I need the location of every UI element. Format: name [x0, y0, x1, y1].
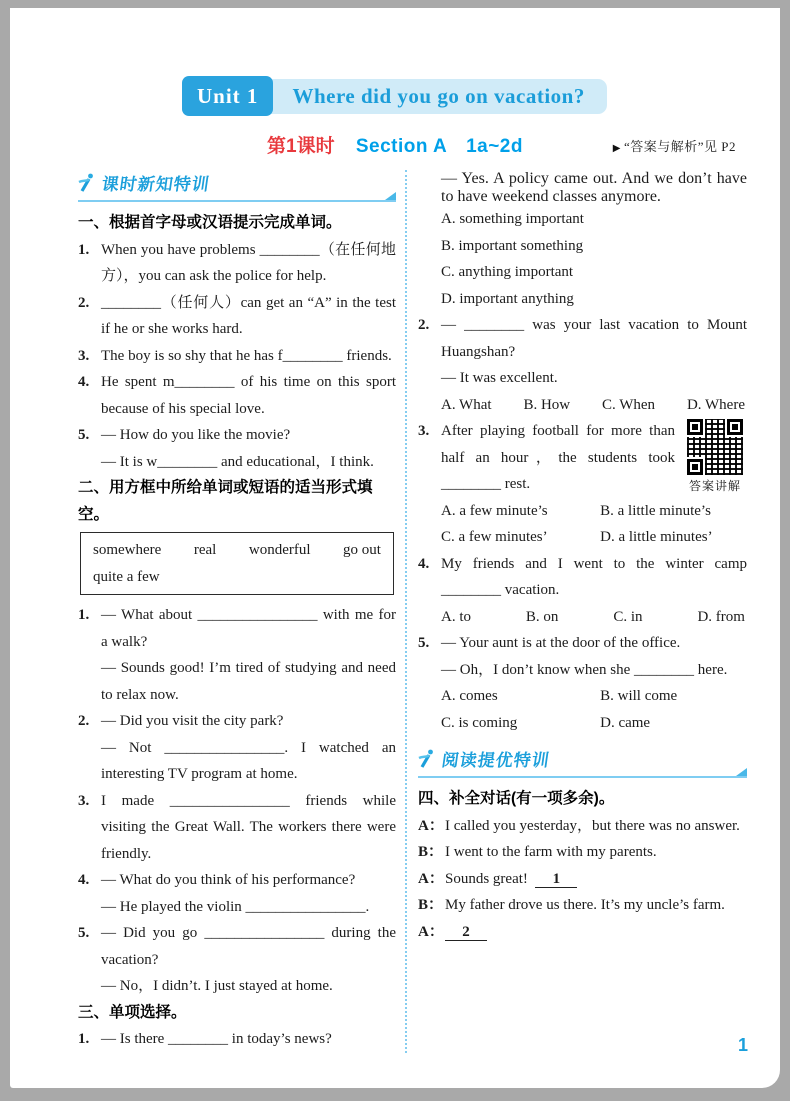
item-text: — Your aunt is at the door of the office. [441, 635, 681, 651]
ex2-item-2 [78, 708, 396, 788]
q2-options [418, 392, 747, 419]
item-text: — It is w________ and educational，I think. [101, 453, 374, 470]
lesson-label: 第1课时 [267, 136, 335, 157]
item-number: 1. [78, 607, 90, 623]
dialog-line-2 [418, 839, 747, 866]
option: C. When [602, 396, 656, 413]
item-number: 3. [78, 347, 90, 364]
word-box-word: real [193, 542, 217, 558]
triangle-end-icon [736, 768, 747, 776]
qr-block [683, 419, 747, 494]
item-number: 2. [78, 294, 90, 311]
item-text: — ________ was your last vacation to Mount Huangshan? [441, 317, 747, 360]
item-text: — Did you go ________________ during the vacation? [101, 925, 396, 968]
workbook-page [10, 8, 780, 1088]
option: B. important something [441, 237, 584, 254]
answer-reference-text: “答案与解析”见 P2 [623, 139, 736, 154]
item-text: — Oh，I don’t know when she ________ here. [441, 661, 728, 678]
mc-item-2 [418, 312, 747, 392]
runner-icon [418, 749, 435, 768]
item-text: — Did you visit the city park? [101, 713, 284, 729]
lesson-section: Section A 1a~2d [355, 136, 523, 157]
item-number: 2. [78, 713, 90, 729]
item-text: — What about ________________ with me for a walk? [101, 607, 396, 650]
option: A. something important [441, 211, 584, 227]
option: C. in [613, 608, 643, 625]
option: A. What [441, 396, 492, 413]
option: D. important anything [441, 290, 574, 307]
word-box-word: wonderful [248, 542, 311, 558]
answer-reference [613, 136, 736, 155]
ex2-item-1 [78, 602, 396, 708]
item-text: I made ________________ friends while visiting the Great Wall. The workers there were friendly. [101, 792, 396, 862]
item-text: ________（任何人）can get an “A” in the test if he or she works hard. [101, 294, 396, 337]
ex1-item-4 [78, 369, 396, 422]
item-text: — How do you like the movie? [101, 427, 291, 443]
word-box-word: quite a few [93, 568, 160, 585]
dialog-line-4 [418, 892, 747, 919]
dialog-text: I called you yesterday，but there was no answer. [445, 817, 740, 834]
item-text: He spent m________ of his time on this sport because of his special love. [101, 374, 396, 417]
option: C. is coming [441, 714, 518, 731]
option: A. to [441, 608, 471, 625]
q5-options [418, 683, 747, 736]
speaker-label: A： [418, 923, 444, 940]
item-number: 3. [418, 423, 430, 439]
item-text: — Sounds good! I’m tired of studying and need to relax now. [101, 660, 396, 703]
unit-label: Unit 1 [182, 76, 273, 116]
option: A. a few minute’s [441, 502, 548, 519]
unit-title: Where did you go on vacation? [266, 79, 606, 114]
option: A. comes [441, 688, 498, 704]
q4-options [418, 604, 747, 631]
q1-options [418, 206, 747, 312]
right-column [405, 170, 747, 1053]
lesson-line [10, 131, 780, 158]
option: B. on [525, 608, 559, 625]
answer-blank: 1 [535, 872, 577, 889]
item-number: 5. [418, 635, 430, 651]
qr-caption: 答案讲解 [688, 479, 741, 493]
item-text: My friends and I went to the winter camp ________ vacation. [441, 555, 747, 598]
item-text: — It was excellent. [441, 370, 558, 386]
speaker-label: A： [418, 870, 444, 887]
exercise-3-heading: 三、单项选择。 [78, 1003, 187, 1021]
item-number: 5. [78, 925, 90, 941]
answer-blank: 2 [445, 925, 487, 942]
option: D. came [600, 714, 651, 731]
ex1-item-2 [78, 290, 396, 343]
ex2-item-5 [78, 920, 396, 1000]
option: B. How [523, 396, 571, 413]
word-box [80, 532, 394, 595]
triangle-end-icon [385, 192, 396, 200]
qr-finder-icon [687, 459, 703, 475]
item-number: 1. [78, 241, 90, 258]
option: C. anything important [441, 264, 574, 280]
q3-options [418, 498, 747, 551]
word-box-word: somewhere [93, 542, 162, 558]
speaker-label: A： [418, 817, 444, 834]
section-title: 课时新知特训 [100, 175, 212, 194]
dialog-text: I went to the farm with my parents. [445, 844, 657, 860]
runner-icon [78, 173, 95, 192]
option: D. from [697, 608, 745, 625]
ex1-item-1 [78, 237, 396, 290]
option: B. a little minute’s [600, 502, 711, 519]
item-text: The boy is so shy that he has f________ friends. [101, 347, 392, 364]
item-text: After playing football for more than half an hour，the students took ________ rest. [441, 423, 675, 492]
qr-finder-icon [727, 419, 743, 435]
exercise-1-heading: 一、根据首字母或汉语提示完成单词。 [78, 214, 342, 231]
mc-item-4 [418, 551, 747, 604]
section-header-reading [418, 746, 747, 778]
word-box-word: go out [343, 542, 381, 558]
ex1-item-5 [78, 422, 396, 475]
option: C. a few minutes’ [441, 529, 548, 545]
dialog-text: My father drove us there. It’s my uncle’s farm. [445, 897, 725, 913]
option: B. will come [600, 688, 678, 704]
ex3-item-1 [78, 1026, 396, 1053]
option: D. Where [686, 396, 745, 413]
item-text: — Is there ________ in today’s news? [101, 1031, 332, 1047]
qr-finder-icon [687, 419, 703, 435]
page-number: 1 [737, 1035, 748, 1055]
item-number: 5. [78, 427, 90, 443]
item-text: — Not ________________. I watched an interesting TV program at home. [101, 739, 396, 782]
item-number: 4. [78, 374, 90, 390]
dialog-line-1 [418, 813, 747, 840]
exercise-2-heading: 二、用方框中所给单词或短语的适当形式填空。 [78, 479, 373, 523]
q1-continuation: — Yes. A policy came out. And we don’t have to have weekend classes anymore. [441, 170, 747, 205]
option: D. a little minutes’ [600, 529, 713, 545]
play-triangle-icon: ▶ [612, 143, 621, 154]
item-number: 3. [78, 792, 90, 809]
dialog-line-3 [418, 866, 747, 893]
section-title: 阅读提优特训 [440, 751, 552, 770]
item-text: — He played the violin ________________. [101, 898, 370, 915]
speaker-label: B： [418, 897, 444, 913]
exercise-4-heading: 四、补全对话(有一项多余)。 [418, 790, 615, 807]
item-text: When you have problems ________（在任何地方），you can ask the police for help. [101, 241, 396, 284]
dialog-text: Sounds great! [445, 870, 528, 887]
two-column-body [10, 170, 780, 1053]
unit-banner [182, 76, 780, 116]
item-text: — No，I didn’t. I just stayed at home. [101, 978, 333, 994]
left-column [78, 170, 405, 1053]
item-number: 4. [78, 872, 90, 888]
item-number: 1. [78, 1031, 90, 1047]
ex2-item-4 [78, 867, 396, 920]
item-text: — What do you think of his performance? [101, 872, 356, 888]
dialog-line-5 [418, 919, 747, 946]
mc-item-3 [418, 418, 747, 498]
speaker-label: B： [418, 844, 444, 860]
mc-item-5 [418, 630, 747, 683]
item-number: 4. [418, 555, 430, 572]
section-header-new-knowledge [78, 170, 396, 202]
item-number: 2. [418, 317, 430, 333]
qr-code [687, 419, 743, 475]
ex2-item-3 [78, 788, 396, 868]
ex1-item-3 [78, 343, 396, 370]
